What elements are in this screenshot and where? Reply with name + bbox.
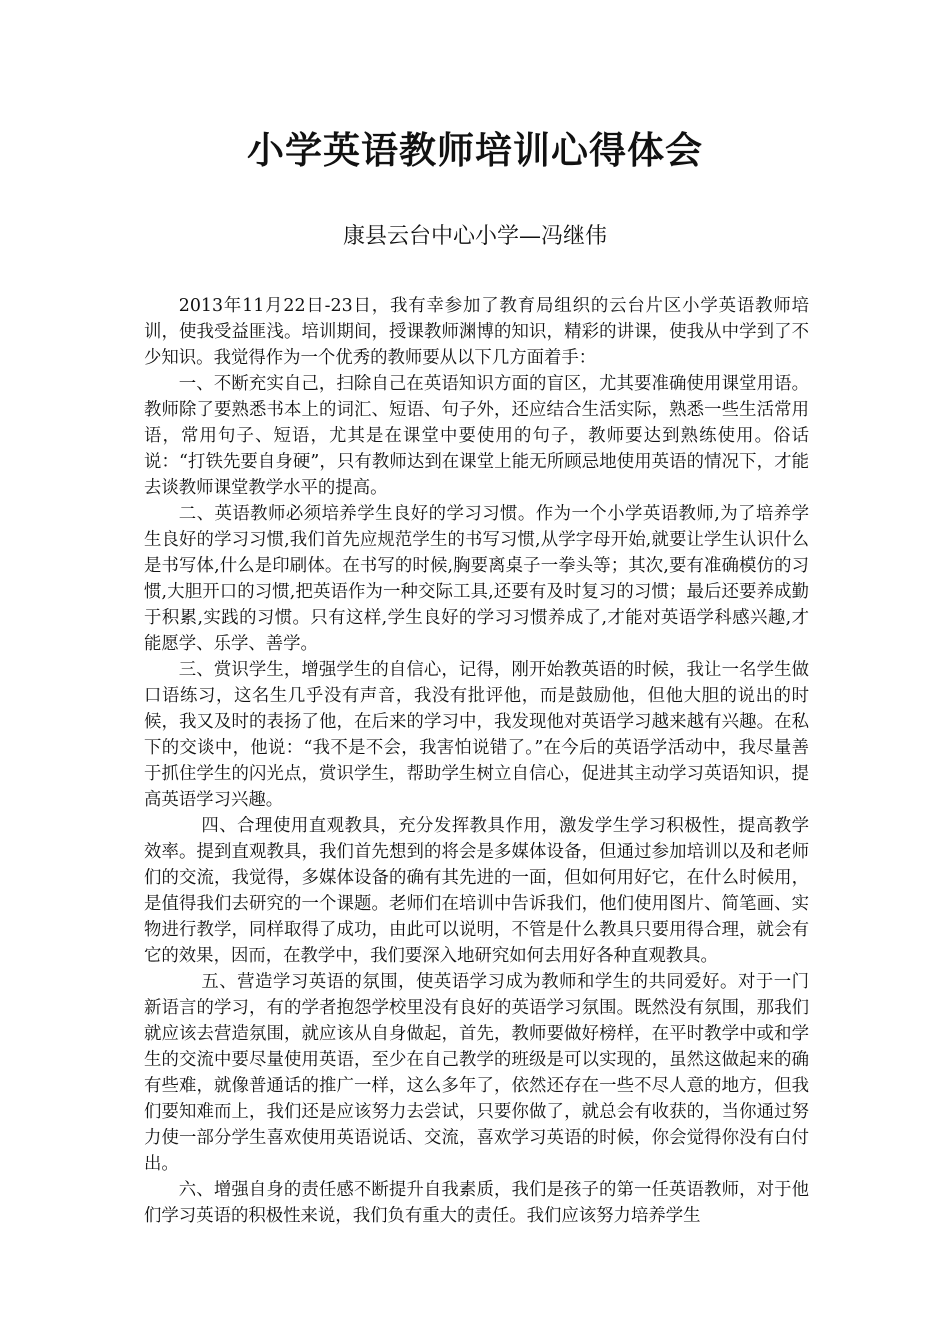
paragraph-intro: 2013年11月22日-23日，我有幸参加了教育局组织的云台片区小学英语教师培训，使我受益匪浅。培训期间，授课教师渊博的知识，精彩的讲课，使我从中学到了不少知识。我觉得作为一个优秀的教师要从以下几方面着手： <box>144 296 809 368</box>
paragraph-point-4: 四、合理使用直观教具，充分发挥教具作用，激发学生学习积极性，提高教学效率。提到直观教具，我们首先想到的将会是多媒体设备，但通过参加培训以及和老师们的交流，我觉得，多媒体设备的确有其先进的一面，但如何用好它，在什么时候用，是值得我们去研究的一个课题。老师们在培训中告诉我们，他们使用图片、简笔画、实物进行教学，同样取得了成功，由此可以说明，不管是什么教具只要用得合理，就会有它的效果，因而，在教学中，我们要深入地研究如何去用好各种直观教具。 <box>144 816 809 966</box>
paragraph-point-3: 三、赏识学生，增强学生的自信心，记得，刚开始教英语的时候，我让一名学生做口语练习，这名生几乎没有声音，我没有批评他，而是鼓励他，但他大胆的说出的时候，我又及时的表扬了他，在后来的学习中，我发现他对英语学习越来越有兴趣。在私下的交谈中，他说：“我不是不会，我害怕说错了。”在今后的英语学活动中，我尽量善于抓住学生的闪光点，赏识学生，帮助学生树立自信心，促进其主动学习英语知识，提高英语学习兴趣。 <box>144 660 809 810</box>
document-title: 小学英语教师培训心得体会 <box>247 128 703 172</box>
author-line: 康县云台中心小学—冯继伟 <box>342 224 607 249</box>
paragraph-point-6: 六、增强自身的责任感不断提升自我素质，我们是孩子的第一任英语教师，对于他们学习英语的积极性来说，我们负有重大的责任。我们应该努力培养学生 <box>144 1180 809 1226</box>
paragraph-point-2: 二、英语教师必须培养学生良好的学习习惯。作为一个小学英语教师,为了培养学生良好的学习习惯,我们首先应规范学生的书写习惯,从学字母开始,就要让学生认识什么是书写体,什么是印刷体。在书写的时候,胸要离桌子一拳头等；其次,要有准确模仿的习惯,大胆开口的习惯,把英语作为一种交际工具,还要有及时复习的习惯；最后还要养成勤于积累,实践的习惯。只有这样,学生良好的学习习惯养成了,才能对英语学科感兴趣,才能愿学、乐学、善学。 <box>144 504 809 654</box>
paragraph-point-5: 五、营造学习英语的氛围，使英语学习成为教师和学生的共同爱好。对于一门新语言的学习，有的学者抱怨学校里没有良好的英语学习氛围。既然没有氛围，那我们就应该去营造氛围，就应该从自身做起，首先，教师要做好榜样，在平时教学中或和学生的交流中要尽量使用英语，至少在自己教学的班级是可以实现的，虽然这做起来的确有些难，就像普通话的推广一样，这么多年了，依然还存在一些不尽人意的地方，但我们要知难而上，我们还是应该努力去尝试，只要你做了，就总会有收获的，当你通过努力使一部分学生喜欢使用英语说话、交流，喜欢学习英语的时候，你会觉得你没有白付出。 <box>144 972 809 1174</box>
paragraph-point-1: 一、不断充实自己，扫除自己在英语知识方面的盲区，尤其要准确使用课堂用语。教师除了要熟悉书本上的词汇、短语、句子外，还应结合生活实际，熟悉一些生活常用语，常用句子、短语，尤其是在课堂中要使用的句子，教师要达到熟练使用。俗话说：“打铁先要自身硬”，只有教师达到在课堂上能无所顾忌地使用英语的情况下，才能去谈教师课堂教学水平的提高。 <box>144 374 809 498</box>
document-body <box>144 293 809 1229</box>
